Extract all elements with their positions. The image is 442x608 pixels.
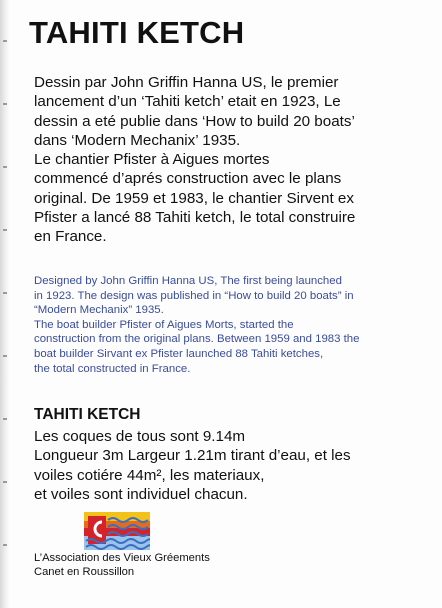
punch-mark bbox=[3, 103, 7, 105]
punch-mark bbox=[3, 292, 7, 294]
association-logo-icon bbox=[84, 512, 150, 550]
punch-mark bbox=[3, 40, 7, 42]
association-line: Canet en Roussillon bbox=[34, 565, 135, 578]
specs-line: Longueur 3m Largeur 1.21m tirant d’eau, et les bbox=[34, 447, 351, 465]
association-name bbox=[34, 552, 210, 580]
punch-mark bbox=[3, 481, 7, 483]
punch-mark bbox=[3, 166, 7, 168]
french-line: dessin a eté publie dans ‘How to build 20 boats’ bbox=[34, 112, 355, 130]
punch-mark bbox=[3, 355, 7, 357]
specs-line: Les coques de tous sont 9.14m bbox=[34, 428, 246, 445]
punch-mark bbox=[3, 544, 7, 546]
french-line: Le chantier Pfister à Aigues mortes bbox=[34, 151, 270, 169]
specs-paragraph bbox=[34, 427, 434, 505]
french-line: original. De 1959 et 1983, le chantier Sirvent ex bbox=[34, 189, 354, 207]
punch-mark bbox=[3, 418, 7, 420]
english-paragraph bbox=[34, 274, 434, 376]
english-line: the total constructed in France. bbox=[34, 362, 191, 375]
english-line: boat builder Sirvant ex Pfister launched 88 Tahiti ketches, bbox=[34, 347, 324, 360]
english-line: The boat builder Pfister of Aigues Morts, started the bbox=[34, 318, 294, 331]
english-line: “Modern Mechanix” 1935. bbox=[34, 304, 164, 317]
english-line: Designed by John Griffin Hanna US, The first being launched bbox=[34, 275, 342, 287]
specs-line: et voiles sont individuel chacun. bbox=[34, 486, 248, 504]
english-line: in 1923. The design was published in “How to build 20 boats” in bbox=[34, 289, 354, 302]
english-line: construction from the original plans. Between 1959 and 1983 the bbox=[34, 333, 360, 346]
specs-line: voiles cotiére 44m², les materiaux, bbox=[34, 466, 265, 484]
page-title: TAHITI KETCH bbox=[29, 15, 245, 50]
page-edge-shadow bbox=[0, 0, 9, 608]
french-line: dans ‘Modern Mechanix’ 1935. bbox=[34, 131, 241, 149]
french-line: commencé d’aprés construction avec le plans bbox=[34, 170, 342, 188]
french-paragraph bbox=[34, 73, 434, 247]
french-line: lancement d’un ‘Tahiti ketch’ etait en 1923, Le bbox=[34, 93, 341, 111]
french-line: Dessin par John Griffin Hanna US, le premier bbox=[34, 74, 339, 91]
french-line: en France. bbox=[34, 228, 107, 246]
french-line: Pfister a lancé 88 Tahiti ketch, le total construire bbox=[34, 209, 356, 227]
punch-mark bbox=[3, 229, 7, 231]
association-line: L’Association des Vieux Gréements bbox=[34, 552, 210, 564]
specs-heading: TAHITI KETCH bbox=[34, 406, 141, 423]
